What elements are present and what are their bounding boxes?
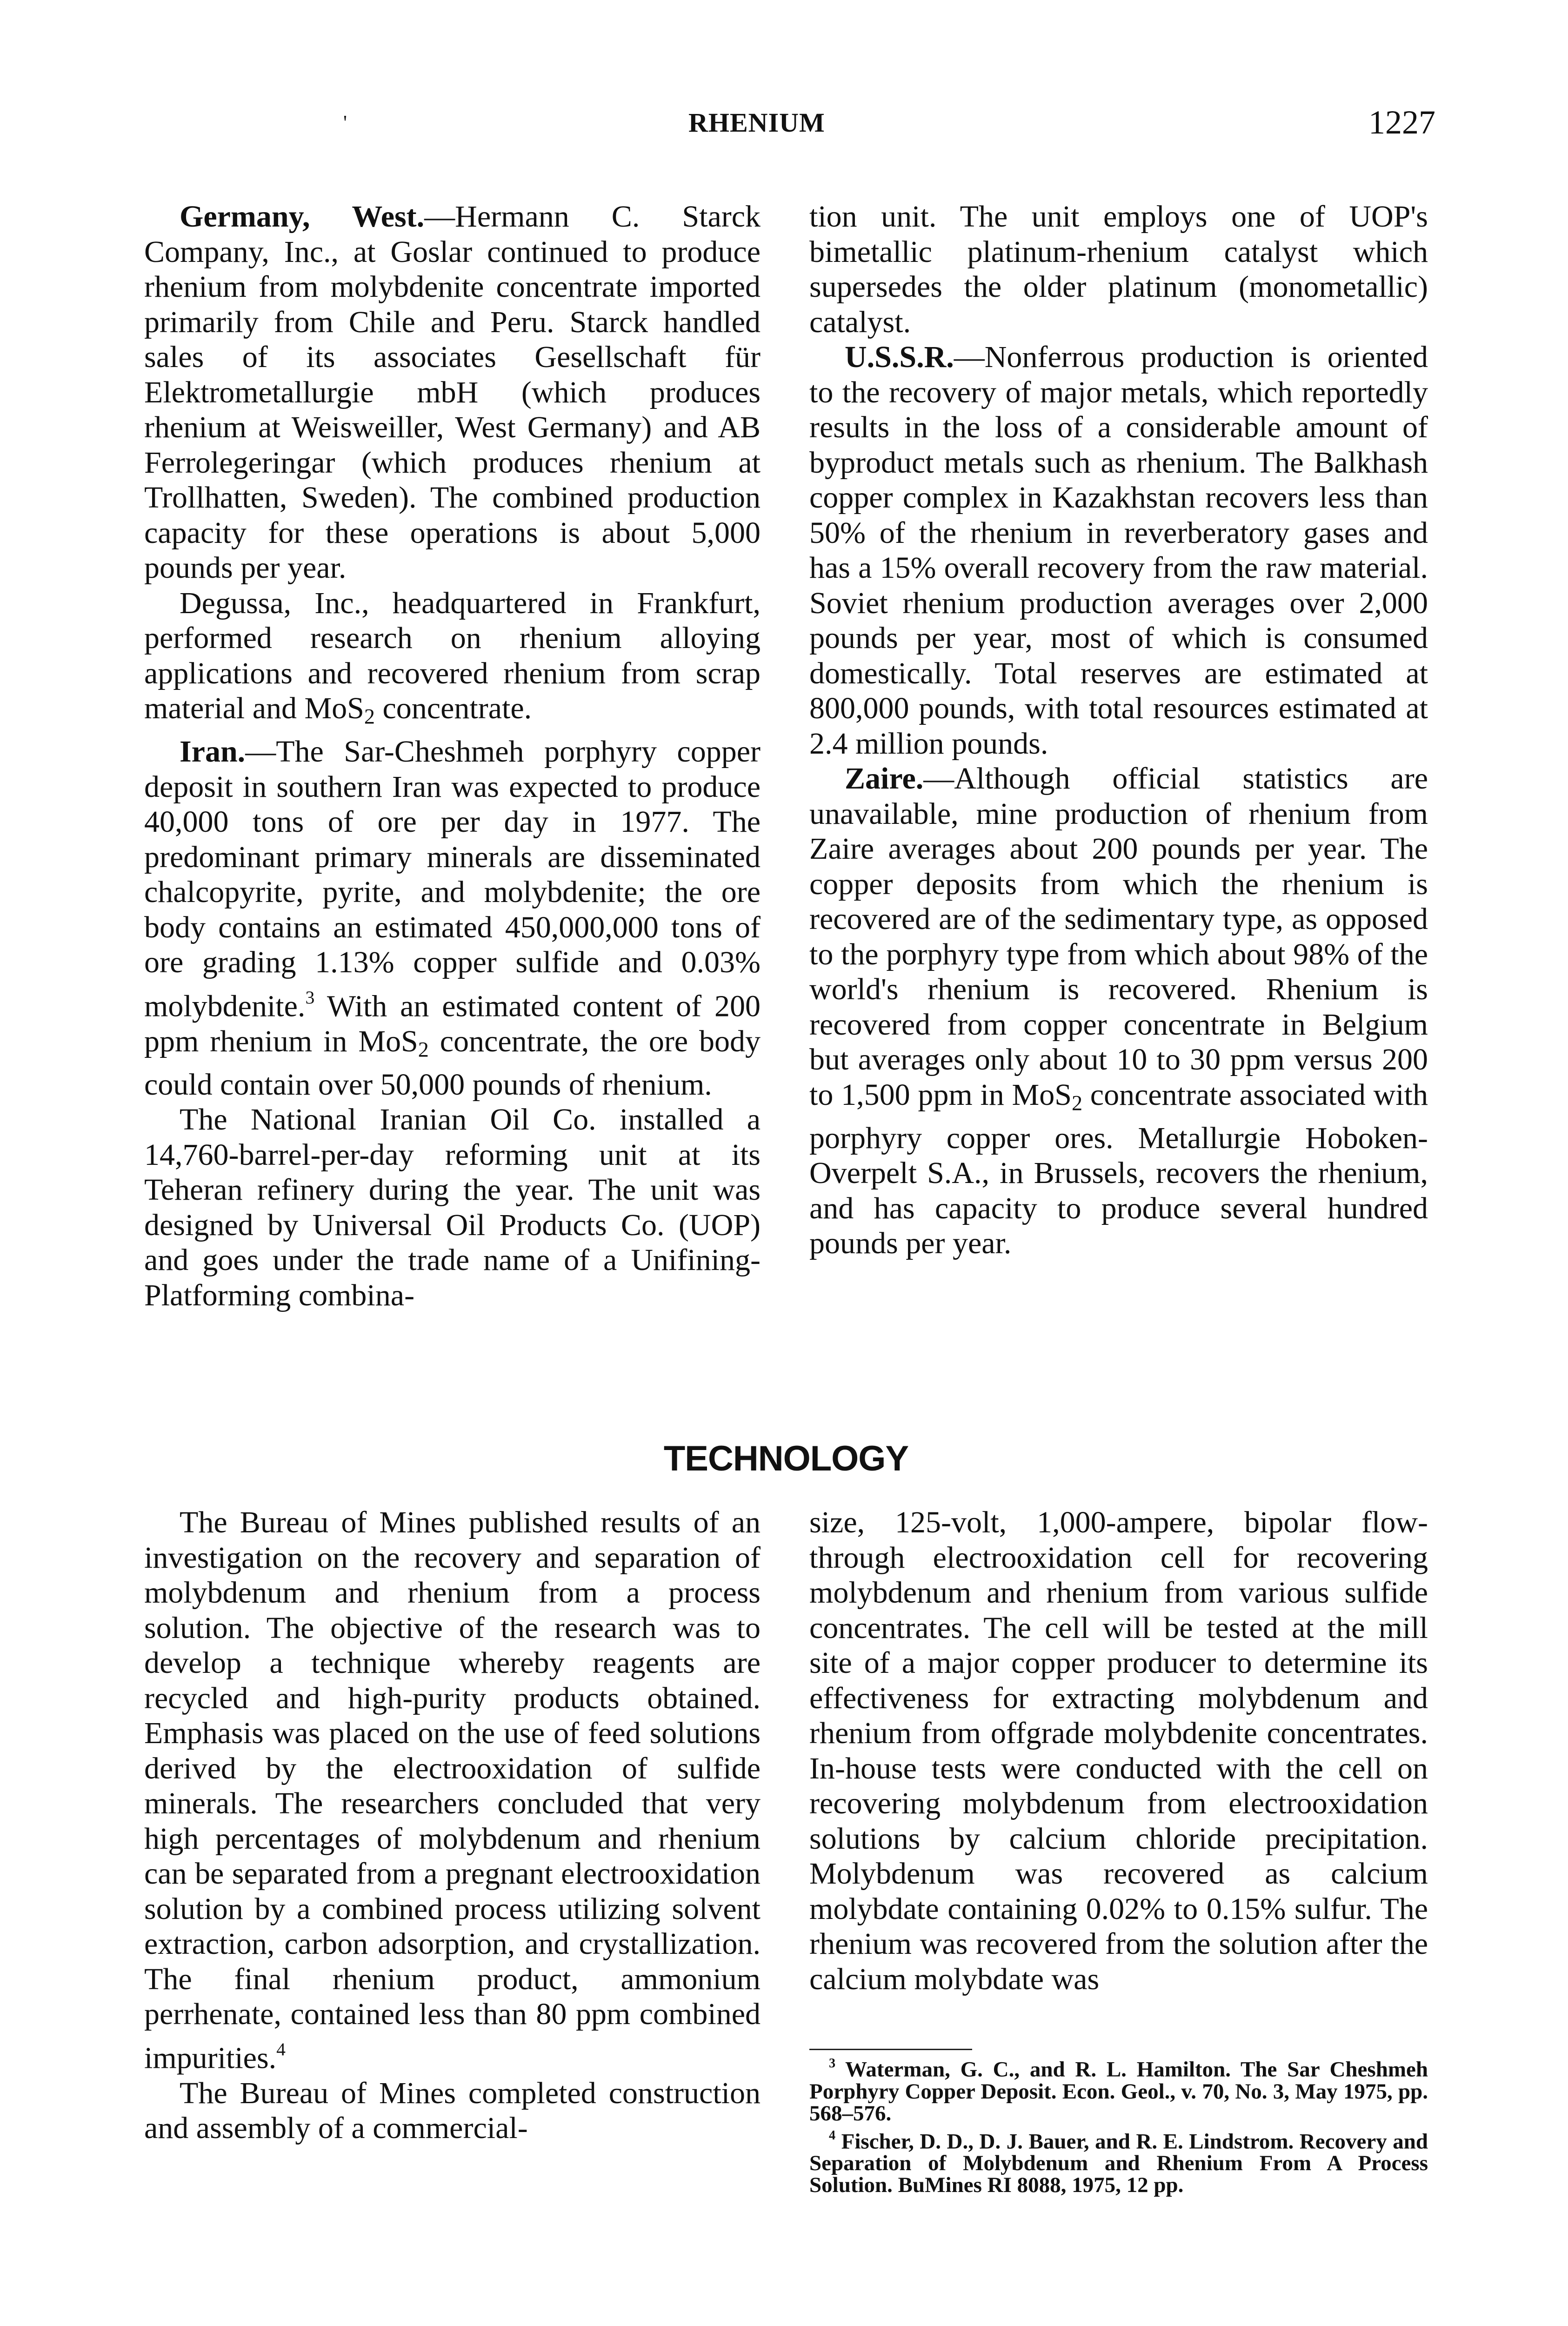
- paragraph-iran: [144, 734, 761, 1102]
- degussa-text: Degussa, Inc., headquartered in Frankfurt, performed research on rhenium alloying applications and recovered rhenium from scrap material and MoS: [144, 586, 761, 725]
- footnote-divider: [809, 2049, 972, 2050]
- page-number: 1227: [1368, 104, 1435, 141]
- paragraph-nioc: The National Iranian Oil Co. installed a 14,760-barrel-per-day reforming unit at its Teheran refinery during the year. The unit was designed by Universal Oil Products Co. (UOP) and goes under the trade name of a Unifining-Platforming combina-: [144, 1103, 761, 1312]
- footnote-text: Fischer, D. D., D. J. Bauer, and R. E. Lindstrom. Recovery and Separation of Molybdenum and Rhenium From A Process Solution. BuMines RI 8088, 1975, 12 pp.: [809, 2129, 1428, 2198]
- germany-text: —Hermann C. Starck Company, Inc., at Goslar continued to produce rhenium from molybdenite concentrate imported primarily from Chile and Peru. Starck handled sales of its associates Gesellschaft für Elektrometallurgie mbH (which produces rhenium at Weisweiller, West Germany) and AB Ferrolegeringar (which produces rhenium at Trollhatten, Sweden). The combined production capacity for these operations is about 5,000 pounds per year.: [144, 200, 761, 585]
- ussr-text: —Nonferrous production is oriented to the recovery of major metals, which reportedly results in the loss of a considerable amount of byproduct metals such as rhenium. The Balkhash copper complex in Kazakhstan recovers less than 50% of the rhenium in reverberatory gases and has a 15% overall recovery from the raw material. Soviet rhenium production averages over 2,000 pounds per year, most of which is consumed domestically. Total reserves are estimated at 800,000 pounds, with total resources estimated at 2.4 million pounds.: [809, 340, 1428, 761]
- paragraph-cell-continued: size, 125-volt, 1,000-ampere, bipolar flow-through electrooxidation cell for recovering molybdenum and rhenium from various sulfide concentrates. The cell will be tested at the mill site of a major copper producer to determine its effectiveness for extracting molybdenum and rhenium from offgrade molybdenite concentrates. In-house tests were conducted with the cell on recovering molybdenum from electrooxidation solutions by calcium chloride precipitation. Molybdenum was recovered as calcium molybdate containing 0.02% to 0.15% sulfur. The rhenium was recovered from the solution after the calcium molybdate was: [809, 1505, 1428, 1996]
- iran-text-2: With an estimated content of 200 ppm rhenium in MoS: [144, 989, 761, 1058]
- subscript: 2: [1071, 1091, 1083, 1115]
- iran-text-3: concentrate, the ore body could contain over 50,000 pounds of rhenium.: [144, 1024, 761, 1102]
- zaire-text: —Although official statistics are unavailable, mine production of rhenium from Zaire averages about 200 pounds per year. The copper deposits from which the rhenium is recovered are of the sedimentary type, as opposed to the porphyry type from which about 98% of the world's rhenium is recovered. Rhenium is recovered from copper concentrate in Belgium but averages only about 10 to 30 ppm versus 200 to 1,500 ppm in MoS: [809, 762, 1428, 1112]
- paragraph-ussr: [809, 340, 1428, 761]
- running-title: RHENIUM: [688, 107, 825, 138]
- footnote-ref-3: 3: [305, 987, 315, 1008]
- zaire-text-end: concentrate associated with porphyry copper ores. Metallurgie Hoboken-Overpelt S.A., in Brussels, recovers the rhenium, and has capacity to produce several hundred pounds per year.: [809, 1077, 1428, 1261]
- footnote-4: [809, 2125, 1428, 2197]
- subscript: 2: [418, 1037, 429, 1062]
- paragraph-zaire: [809, 761, 1428, 1261]
- footnote-number: 4: [829, 2128, 836, 2143]
- country-heading-germany: Germany, West.: [180, 200, 425, 234]
- paragraph-bureau-cell: The Bureau of Mines completed construction and assembly of a commercial-: [144, 2076, 761, 2146]
- column-bottom-left: [144, 1505, 761, 2146]
- footnote-number: 3: [829, 2056, 836, 2071]
- paragraph-germany: [144, 199, 761, 586]
- footnote-text: Waterman, G. C., and R. L. Hamilton. The Sar Cheshmeh Porphyry Copper Deposit. Econ. Geol., v. 70, No. 3, May 1975, pp. 568–576.: [809, 2057, 1428, 2125]
- degussa-text-end: concentrate.: [375, 691, 532, 725]
- column-bottom-right: [809, 1505, 1428, 1997]
- footnote-ref-4: 4: [276, 2039, 286, 2059]
- subscript: 2: [364, 704, 375, 729]
- country-heading-ussr: U.S.S.R.: [845, 340, 954, 374]
- paragraph-bureau-investigation: [144, 1505, 761, 2076]
- country-heading-zaire: Zaire.: [845, 762, 924, 795]
- section-heading-technology: TECHNOLOGY: [663, 1439, 909, 1478]
- bureau-text: The Bureau of Mines published results of an investigation on the recovery and separation of molybdenum and rhenium from a process solution. The objective of the research was to develop a technique whereby reagents are recycled and high-purity products obtained. Emphasis was placed on the use of feed solutions derived by the electrooxidation of sulfide minerals. The researchers concluded that very high percentages of molybdenum and rhenium can be separated from a pregnant electrooxidation solution by a combined process utilizing solvent extraction, carbon adsorption, and crystallization. The final rhenium product, ammonium perrhenate, contained less than 80 ppm combined impurities.: [144, 1505, 761, 2075]
- column-top-left: [144, 199, 761, 1313]
- paragraph-uop-continued: tion unit. The unit employs one of UOP's bimetallic platinum-rhenium catalyst which supersedes the older platinum (monometallic) catalyst.: [809, 200, 1428, 339]
- footnote-3: [809, 2052, 1428, 2125]
- column-top-right: [809, 199, 1428, 1261]
- footnotes: [809, 2052, 1428, 2196]
- margin-mark: ': [343, 111, 347, 134]
- paragraph-degussa: [144, 586, 761, 735]
- country-heading-iran: Iran.: [180, 735, 246, 769]
- iran-text: —The Sar-Cheshmeh porphyry copper deposit in southern Iran was expected to produce 40,000 tons of ore per day in 1977. The predominant primary minerals are disseminated chalcopyrite, pyrite, and molybdenite; the ore body contains an estimated 450,000,000 tons of ore grading 1.13% copper sulfide and 0.03% molybdenite.: [144, 735, 761, 1023]
